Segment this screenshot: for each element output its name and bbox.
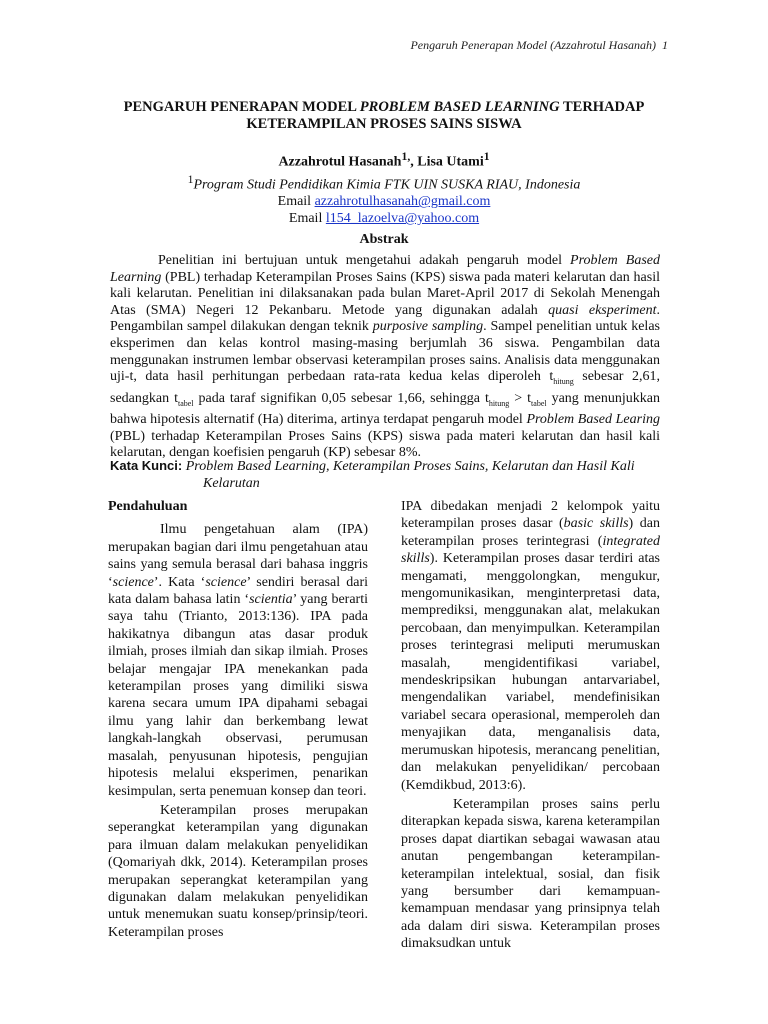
email-link-2[interactable]: l154_lazoelva@yahoo.com — [325, 211, 480, 227]
author-block — [60, 148, 708, 227]
sub-hitung: hitung — [488, 398, 510, 408]
keywords-line2: Kelarutan — [203, 476, 260, 491]
sub-tabel: tabel — [531, 398, 547, 408]
author-names — [60, 148, 708, 171]
abstract-body — [110, 253, 660, 462]
affiliation-text: Program Studi Pendidikan Kimia FTK UIN SUSKA RIAU, Indonesia — [193, 177, 581, 193]
page-number: 1 — [662, 38, 668, 52]
abs-text: (PBL) terhadap Keterampilan Proses Sains (KPS) siswa pada materi kelarutan dan hasil kali kelarutan, dengan koefisien pengaruh (KP) sebesar 8%. — [110, 428, 660, 461]
abstract-heading: Abstrak — [359, 232, 409, 247]
abs-text: (PBL) terhadap Keterampilan Proses Sains (KPS) siswa pada materi kelarutan dan hasil kali kelarutan. Penelitian ini dilaksanakan pada bulan Maret-April 2017 di Sekolah Menengah Atas (SMA) Negeri 12 Pekanbaru. Metode yang digunakan adalah — [110, 269, 660, 318]
para-italic: basic skills — [563, 516, 629, 532]
abs-italic: quasi eksperiment — [548, 302, 657, 318]
email-label: Email — [277, 194, 315, 210]
para-text: ) dan keterampilan proses terintegrasi ( — [401, 516, 660, 549]
para-italic: integrated skills — [401, 533, 660, 567]
keywords-line1: Problem Based Learning, Keterampilan Proses Sains, Kelarutan dan Hasil Kali — [185, 459, 635, 474]
abs-text: > t — [509, 390, 532, 406]
abs-text: Penelitian ini bertujuan untuk mengetahui adakah pengaruh model — [158, 253, 571, 268]
email-line-1 — [60, 193, 708, 210]
author-sup: 1 — [483, 150, 490, 163]
title-line2: KETERAMPILAN PROSES SAINS SISWA — [246, 116, 522, 132]
para-text: ’. Kata ‘ — [153, 574, 206, 590]
paragraph — [108, 521, 368, 800]
abs-italic: Problem Based Learing — [526, 411, 660, 427]
title-part: TERHADAP — [559, 99, 645, 115]
keywords — [110, 457, 660, 492]
author-2: , Lisa Utami — [410, 154, 484, 170]
email-label: Email — [288, 211, 326, 227]
section-heading: Pendahuluan — [108, 499, 188, 514]
para-italic: scientia — [249, 592, 293, 608]
left-column — [108, 498, 368, 941]
abs-italic: purposive sampling — [372, 319, 484, 335]
author-sup: 1, — [401, 150, 411, 163]
title-italic: PROBLEM BASED LEARNING — [359, 99, 560, 115]
para-text: ’ sendiri berasal dari kata dalam bahasa latin ‘ — [108, 574, 368, 608]
email-line-2 — [60, 210, 708, 227]
para-text: Ilmu pengetahuan alam (IPA) merupakan bagian dari ilmu pengetahuan atau sains yang semula berasal dari bahasa inggris ‘ — [108, 522, 368, 590]
abs-text: . Sampel penelitian untuk kelas eksperimen dan kelas kontrol masing-masing berjumlah 36 siswa. Pengambilan data menggunakan instrumen lembar observasi keterampilan proses sains. Analisis data menggunakan uji-t, data hasil perhitungan perbedaan rata-rata kedua kelas diperoleh t — [110, 319, 660, 385]
para-italic: science — [205, 574, 247, 590]
paper-title — [60, 99, 708, 133]
abs-text: sebesar 2,61, sedangkan t — [110, 369, 660, 406]
affil-sup: 1 — [187, 172, 194, 186]
abs-text: . Pengambilan sampel dilakukan dengan teknik — [110, 302, 661, 335]
para-text: ). Keterampilan proses dasar terdiri atas mengamati, menggolongkan, mengukur, mengomunikasikan, menginterpretasi data, memprediksi, menggunakan alat, melakukan percobaan, dan menyimpulkan. Keterampilan proses terintegrasi meliputi merumuskan masalah, mengidentifikasi variabel, mendeskripsikan hubungan antarvariabel, mengendalikan variabel, mendefinisikan variabel secara operasional, memperoleh dan menyajikan data, menganalisis data, merumuskan hipotesis, merancang penelitian, dan melakukan penyelidikan/ percobaan (Kemdikbud, 2013:6). — [401, 551, 660, 793]
para-text: ’ yang berarti saya tahu (Trianto, 2013:136). IPA pada hakikatnya dibangun atas dasar produk ilmiah, proses ilmiah dan sikap ilmiah. Proses belajar mengajar IPA menekankan pada keterampilan proses yang dimiliki siswa karena secara umum IPA dipahami sebagai ilmu yang lahir dan berkembang lewat langkah-langkah observasi, perumusan masalah, penyusunan hipotesis, pengujian hipotesis melalui eksperimen, penarikan kesimpulan, serta penemuan konsep dan teori. — [108, 592, 368, 799]
right-column — [401, 498, 660, 953]
para-text: IPA dibedakan menjadi 2 kelompok yaitu keterampilan proses dasar ( — [401, 499, 660, 532]
paragraph: Keterampilan proses sains perlu diterapkan kepada siswa, karena keterampilan proses dapat diartikan sebagai wawasan atau anutan pengembangan keterampilan-keterampilan intelektual, sosial, dan fisik yang bersumber dari kemampuan-kemampuan mendasar yang prinsipnya telah ada dalam diri siswa. Keterampilan proses dimaksudkan untuk — [401, 796, 660, 952]
running-title: Pengaruh Penerapan Model (Azzahrotul Hasanah) — [410, 38, 656, 52]
sub-tabel: tabel — [177, 398, 194, 408]
abs-text: pada taraf signifikan 0,05 sebesar 1,66, sehingga t — [193, 390, 489, 406]
keywords-label: Kata Kunci: — [110, 458, 183, 473]
abs-italic: Problem Based Learning — [110, 253, 660, 285]
para-italic: science — [112, 574, 154, 590]
paragraph — [401, 498, 660, 794]
author-1: Azzahrotul Hasanah — [278, 154, 402, 170]
paragraph: Keterampilan proses merupakan seperangkat keterampilan yang digunakan para ilmuan dalam melakukan penyelidikan (Qomariyah dkk, 2014). Keterampilan proses merupakan seperangkat keterampilan yang digunakan dalam melakukan penyelidikan untuk menemukan suatu konsep/prinsip/teori. Keterampilan proses — [108, 802, 368, 940]
abs-text: yang menunjukkan bahwa hipotesis alternatif (Ha) diterima, artinya terdapat pengaruh model — [110, 390, 660, 427]
sub-hitung: hitung — [553, 376, 574, 386]
affiliation — [60, 171, 708, 194]
title-part: PENGARUH PENERAPAN MODEL — [123, 99, 360, 115]
running-head — [410, 38, 668, 53]
email-link-1[interactable]: azzahrotulhasanah@gmail.com — [314, 194, 491, 210]
abstract-paragraph — [110, 253, 660, 462]
